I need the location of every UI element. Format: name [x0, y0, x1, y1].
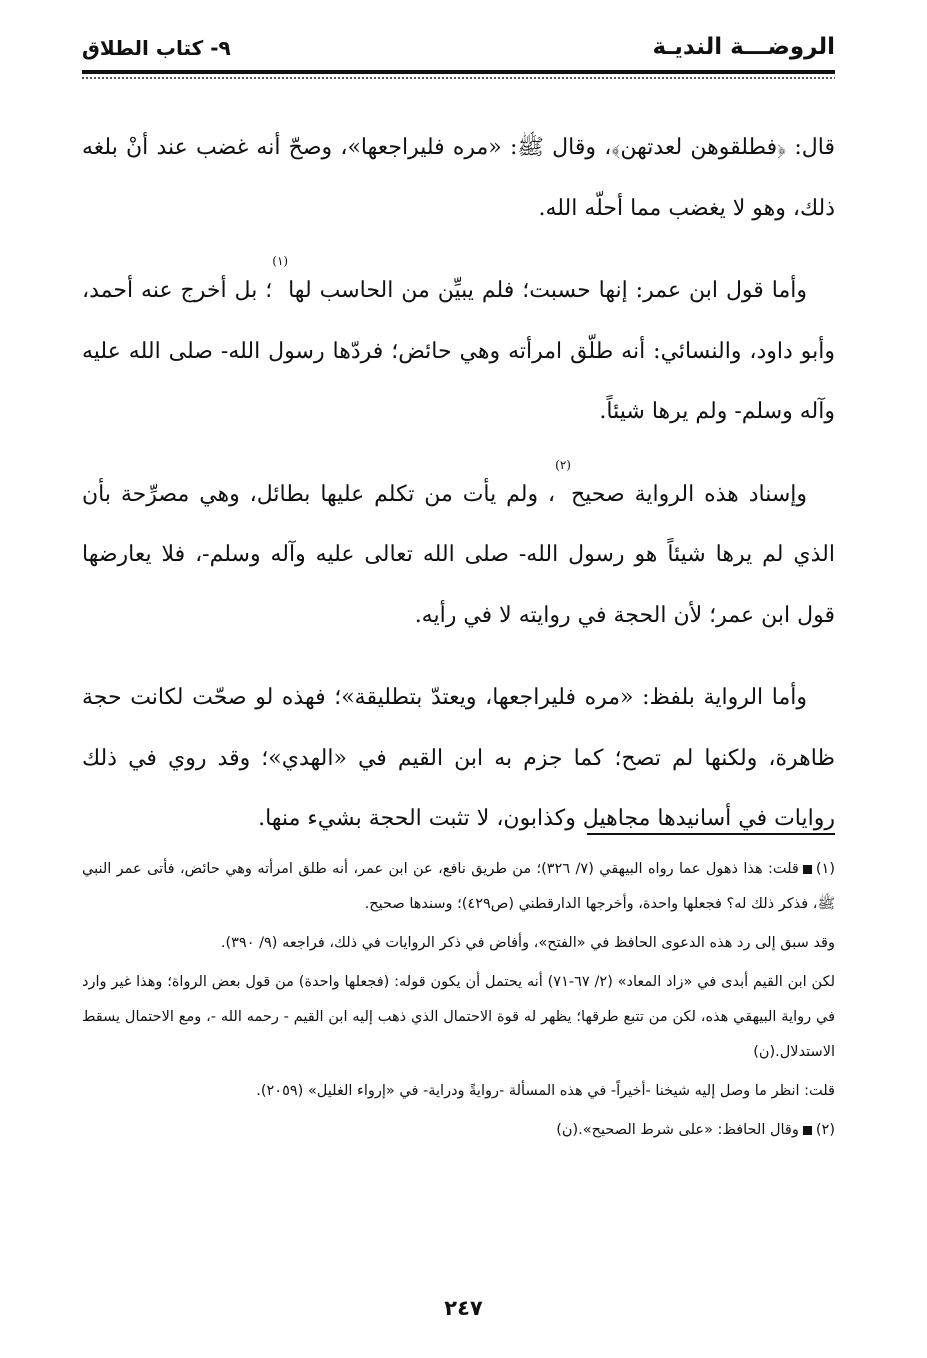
- paragraph-text: ، ولم يأت من تكلم عليها بطائل، وهي مصرِّحة بأن الذي لم يرها شيئاً هو رسول الله- صلى الله تعالى عليه وآله وسلم-، فلا يعارضها قول ابن عمر؛ لأن الحجة في روايته لا في رأيه.: [82, 481, 835, 628]
- paragraph: [82, 457, 835, 647]
- paragraph-text: وأما قول ابن عمر: إنها حسبت؛ فلم يبيِّن من الحاسب لها: [288, 278, 807, 303]
- paragraph-text: وإسناد هذه الرواية صحيح: [570, 481, 807, 507]
- footnote-text: وقال الحافظ: «على شرط الصحيح».(ن): [556, 1122, 799, 1138]
- chapter-title: ٩- كتاب الطلاق: [82, 36, 231, 60]
- running-header: [82, 34, 835, 72]
- header-rule: [82, 70, 835, 74]
- footnote: [82, 1113, 835, 1148]
- paragraph: [82, 254, 835, 443]
- footnote-separator: [587, 833, 835, 835]
- paragraph: وأما الرواية بلفظ: «مره فليراجعها، ويعتدّ بتطليقة»؛ فهذه لو صحّت لكانت حجة ظاهرة، ولكنها لم تصح؛ كما جزم به ابن القيم في «الهدي»؛ وقد روي في ذلك روايات في أسانيدها مجاهيل وكذابون، لا تثبت الحجة بشيء منها.: [82, 685, 835, 831]
- header-rule-dotted: [82, 77, 835, 79]
- footnote-text: قلت: هذا ذهول عما رواه البيهقي (٧/ ٣٢٦)؛ من طريق نافع، عن ابن عمر، أنه طلق امرأته وهي حائض، فأتى عمر النبي ﷺ، فذكر ذلك له؟ فجعلها واحدة، وأخرجها الدارقطني (ص٤٢٩)؛ وسندها صحيح.: [82, 861, 835, 912]
- footnote-marker: (١): [272, 254, 289, 268]
- footnote-label: (١): [815, 861, 835, 877]
- footnote-label: (٢): [815, 1122, 835, 1138]
- paragraph: قال: ﴿فطلقوهن لعدتهن﴾، وقال ﷺ: «مره فليراجعها»، وصحّ أنه غضب عند أنْ بلغه ذلك، وهو لا يغضب مما أحلّه الله.: [82, 135, 835, 221]
- main-text: [82, 118, 835, 872]
- footnote-marker: (٢): [555, 457, 571, 472]
- footnote: وقد سبق إلى رد هذه الدعوى الحافظ في «الفتح»، وأفاض في ذكر الروايات في ذلك، فراجعه (٩/ ٣٩٠).: [220, 935, 835, 951]
- footnote: قلت: انظر ما وصل إليه شيخنا -أخيراً- في هذه المسألة -روايةً ودراية- في «إرواء الغليل» (٢٠٥٩).: [256, 1083, 835, 1099]
- square-icon: [803, 1126, 812, 1135]
- footnote: [82, 852, 835, 922]
- footnote: لكن ابن القيم أبدى في «زاد المعاد» (٢/ ٦٧-٧١) أنه يحتمل أن يكون قوله: (فجعلها واحدة) من قول بعض الرواة؛ وهذا غير وارد في رواية البيهقي هذه، لكن من تتبع طرقها؛ يظهر له قوة الاحتمال الذي ذهب إليه ابن القيم - رحمه الله -، ومع الاحتمال يسقط الاستدلال.(ن): [82, 974, 835, 1060]
- book-title: الروضـــة النديـة: [652, 34, 835, 60]
- footnotes: [82, 852, 835, 1152]
- page-number: ٢٤٧: [444, 1296, 483, 1320]
- paragraph-text: ؛ بل أخرج عنه أحمد، وأبو داود، والنسائي: أنه طلّق امرأته وهي حائض؛ فردّها رسول الله- صلى الله عليه وآله وسلم- ولم يرها شيئاً.: [82, 278, 835, 424]
- square-icon: [803, 865, 812, 874]
